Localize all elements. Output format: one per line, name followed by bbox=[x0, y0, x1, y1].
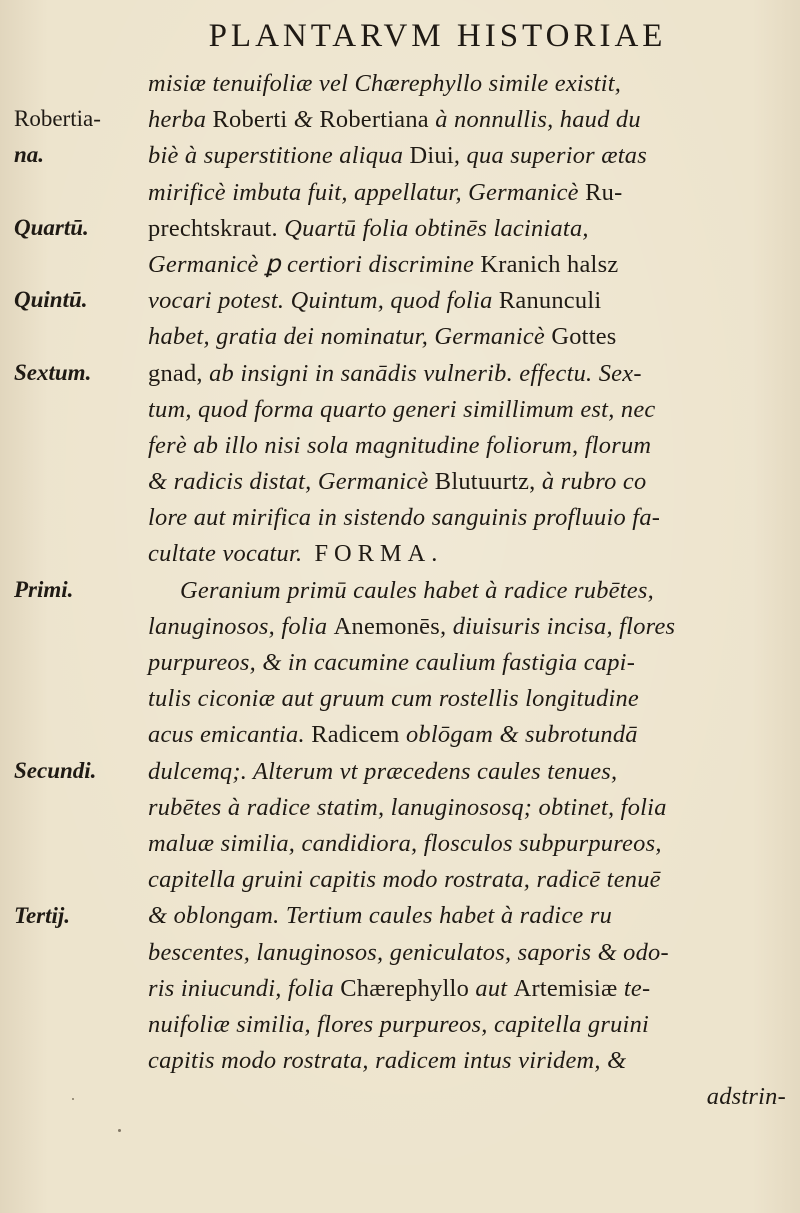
ink-speck bbox=[72, 1098, 74, 1100]
text-line bbox=[148, 247, 798, 283]
text-segment: nuifoliæ similia, flores purpureos, capitella gruini bbox=[148, 1010, 650, 1038]
text-segment: & oblongam. Tertium caules habet à radice ru bbox=[148, 902, 613, 930]
text-segment: vocari potest. Quintum, quod folia bbox=[148, 287, 499, 315]
text-line bbox=[148, 464, 798, 500]
text-line bbox=[148, 681, 798, 717]
roman-word: gnad, bbox=[148, 359, 203, 387]
roman-word: Artemisiæ bbox=[513, 974, 618, 1002]
text-line bbox=[148, 66, 798, 102]
text-segment: , qua superior ætas bbox=[453, 142, 647, 170]
text-line bbox=[148, 428, 798, 464]
roman-word: Roberti bbox=[212, 106, 288, 134]
text-segment: biè à superstitione aliqua bbox=[148, 142, 410, 170]
margin-note: Quintū. bbox=[14, 287, 88, 313]
roman-word: Anemonēs bbox=[333, 612, 440, 640]
text-line bbox=[148, 826, 798, 862]
margin-note: Sextum. bbox=[14, 359, 92, 385]
text-line bbox=[148, 609, 798, 645]
ink-speck bbox=[118, 1129, 121, 1132]
text-line bbox=[148, 102, 798, 138]
text-segment: capitis modo rostrata, radicem intus viridem, & bbox=[148, 1047, 627, 1075]
text-segment: lanuginosos, folia bbox=[148, 612, 334, 640]
text-segment: oblōgam & subrotundā bbox=[399, 721, 638, 749]
roman-word: Blutuurtz, bbox=[434, 468, 536, 496]
margin-note: Quartū. bbox=[14, 214, 89, 240]
text-line bbox=[148, 283, 798, 319]
text-segment: & radicis distat, Germanicè bbox=[148, 468, 435, 496]
text-segment: capitella gruini capitis modo rostrata, radicē tenuē bbox=[148, 866, 661, 894]
section-heading-forma: FORMA. bbox=[302, 540, 444, 568]
text-segment: à rubro co bbox=[535, 468, 647, 496]
roman-word: Ranunculi bbox=[498, 287, 602, 315]
text-line bbox=[148, 1079, 798, 1115]
margin-note: Robertia- bbox=[14, 106, 101, 132]
text-segment: à nonnullis, haud du bbox=[428, 106, 641, 134]
text-segment: maluæ similia, candidiora, flosculos subpurpureos, bbox=[148, 829, 662, 857]
margin-note: Primi. bbox=[14, 576, 74, 602]
text-line bbox=[148, 862, 798, 898]
text-segment: acus emicantia. bbox=[148, 721, 312, 749]
roman-word: Radicem bbox=[311, 721, 400, 749]
text-segment: mirificè imbuta fuit, appellatur, Germanicè bbox=[148, 178, 586, 206]
text-segment: , diuisuris incisa, flores bbox=[440, 612, 676, 640]
margin-note: na. bbox=[14, 142, 45, 168]
text-segment: ferè ab illo nisi sola magnitudine foliorum, florum bbox=[148, 431, 652, 459]
text-segment: te- bbox=[617, 974, 651, 1002]
margin-note: Secundi. bbox=[14, 757, 97, 783]
roman-word: Kranich halsz bbox=[480, 250, 619, 278]
text-segment: aut bbox=[469, 974, 514, 1002]
text-segment: purpureos, & in cacumine caulium fastigia capi- bbox=[148, 649, 636, 676]
text-segment: cultate vocatur. bbox=[148, 540, 303, 568]
text-segment: Geranium primū caules habet à radice rubētes, bbox=[180, 576, 654, 604]
text-segment: Quartū folia obtinēs laciniata, bbox=[277, 214, 589, 242]
text-line bbox=[148, 392, 798, 428]
running-header: PLANTARVM HISTORIAE bbox=[208, 18, 667, 54]
text-line bbox=[148, 645, 798, 681]
roman-word: Diui bbox=[409, 142, 454, 170]
text-line bbox=[148, 754, 798, 790]
text-line bbox=[148, 717, 798, 753]
text-segment: tum, quod forma quarto generi simillimum est, nec bbox=[148, 395, 656, 423]
text-line bbox=[148, 536, 798, 572]
roman-word: Ru- bbox=[585, 178, 623, 206]
text-segment: misiæ tenuifoliæ vel Chærephyllo simile existit, bbox=[148, 70, 622, 97]
text-segment: tulis ciconiæ aut gruum cum rostellis longitudine bbox=[148, 685, 640, 713]
text-line bbox=[148, 175, 798, 211]
text-segment: lore aut mirifica in sistendo sanguinis profluuio fa- bbox=[148, 504, 661, 532]
text-line bbox=[148, 935, 798, 971]
roman-word: prechtskraut. bbox=[148, 214, 278, 242]
text-segment: dulcemq;. Alterum vt præcedens caules tenues, bbox=[148, 757, 618, 785]
text-segment: & bbox=[287, 106, 320, 134]
roman-word: Robertiana bbox=[319, 106, 429, 134]
text-line bbox=[148, 573, 798, 609]
text-line bbox=[148, 500, 798, 536]
main-text-block bbox=[148, 66, 798, 1115]
text-line bbox=[148, 971, 798, 1007]
roman-word: Gottes bbox=[551, 323, 617, 351]
text-line bbox=[148, 356, 798, 392]
text-segment: bescentes, lanuginosos, geniculatos, saporis & odo- bbox=[148, 938, 669, 966]
text-segment: ab insigni in sanādis vulnerib. effectu. Sex- bbox=[202, 359, 642, 387]
text-line bbox=[148, 790, 798, 826]
roman-word: Chærephyllo bbox=[340, 974, 470, 1002]
text-line bbox=[148, 138, 798, 174]
text-segment: Germanicè ꝑ certiori discrimine bbox=[148, 250, 481, 278]
text-segment: herba bbox=[148, 106, 213, 134]
text-segment: adstrin- bbox=[706, 1083, 786, 1111]
text-line bbox=[148, 898, 798, 934]
text-line bbox=[148, 319, 798, 355]
text-line bbox=[148, 1007, 798, 1043]
margin-note: Tertij. bbox=[14, 902, 71, 928]
text-line bbox=[148, 1043, 798, 1079]
text-segment: rubētes à radice statim, lanuginososq; obtinet, folia bbox=[148, 793, 667, 821]
text-segment: habet, gratia dei nominatur, Germanicè bbox=[148, 323, 552, 351]
text-line bbox=[148, 211, 798, 247]
text-segment: ris iniucundi, folia bbox=[148, 974, 341, 1002]
